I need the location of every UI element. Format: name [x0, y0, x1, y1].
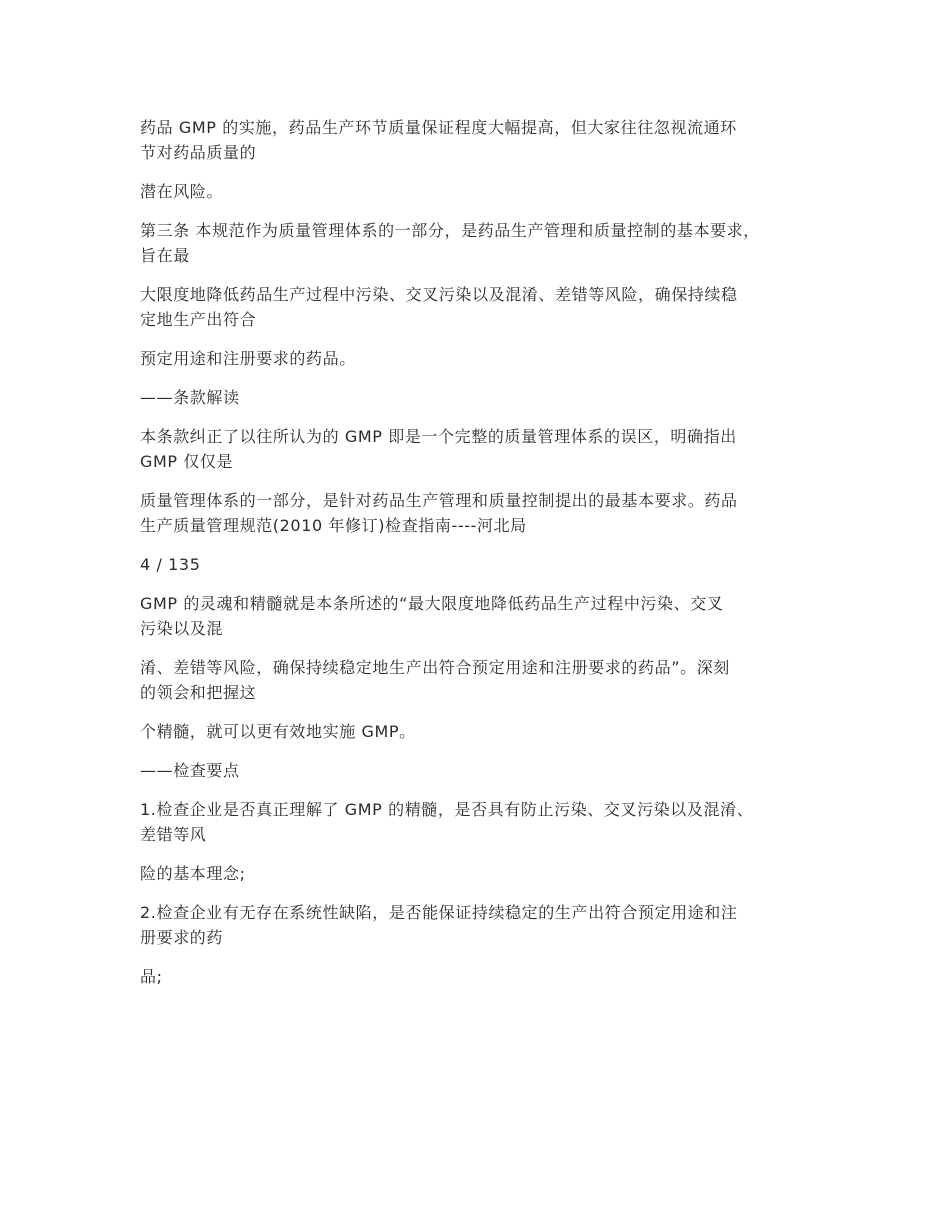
paragraph-potential-risk: 潜在风险。: [140, 182, 224, 201]
paragraph-gmp-soul: GMP 的灵魂和精髓就是本条所述的“最大限度地降低药品生产过程中污染、交叉 污染以及混: [140, 594, 724, 638]
heading-clause-interpretation: ——条款解读: [140, 388, 240, 407]
paragraph-mix-ups: 淆、差错等风险，确保持续稳定地生产出符合预定用途和注册要求的药品”。深刻 的领会和把握这: [140, 658, 730, 702]
paragraph-essence: 个精髓，就可以更有效地实施 GMP。: [140, 722, 416, 741]
paragraph-gmp-implementation: 药品 GMP 的实施，药品生产环节质量保证程度大幅提高，但大家往往忽视流通环 节对药品质量的: [140, 118, 737, 162]
list-item-2: 2.检查企业有无存在系统性缺陷，是否能保证持续稳定的生产出符合预定用途和注 册要求的药: [140, 903, 738, 947]
list-item-1-continued: 险的基本理念;: [140, 864, 246, 883]
page-number: 4 / 135: [140, 555, 201, 574]
document-body: [140, 115, 830, 1003]
list-item-2-continued: 品;: [140, 967, 163, 986]
heading-inspection-points: ——检查要点: [140, 761, 240, 780]
paragraph-intended-use: 预定用途和注册要求的药品。: [140, 349, 356, 368]
paragraph-minimize-risk: 大限度地降低药品生产过程中污染、交叉污染以及混淆、差错等风险，确保持续稳 定地生产出符合: [140, 285, 738, 329]
paragraph-correction: 本条款纠正了以往所认为的 GMP 即是一个完整的质量管理体系的误区，明确指出 GMP 仅仅是: [140, 427, 737, 471]
list-item-1: 1.检查企业是否真正理解了 GMP 的精髓，是否具有防止污染、交叉污染以及混淆、 差错等风: [140, 800, 754, 844]
paragraph-basic-requirements: 质量管理体系的一部分，是针对药品生产管理和质量控制提出的最基本要求。药品 生产质量管理规范(2010 年修订)检查指南----河北局: [140, 491, 738, 535]
paragraph-article-3: 第三条 本规范作为质量管理体系的一部分，是药品生产管理和质量控制的基本要求， 旨在最: [140, 221, 760, 265]
